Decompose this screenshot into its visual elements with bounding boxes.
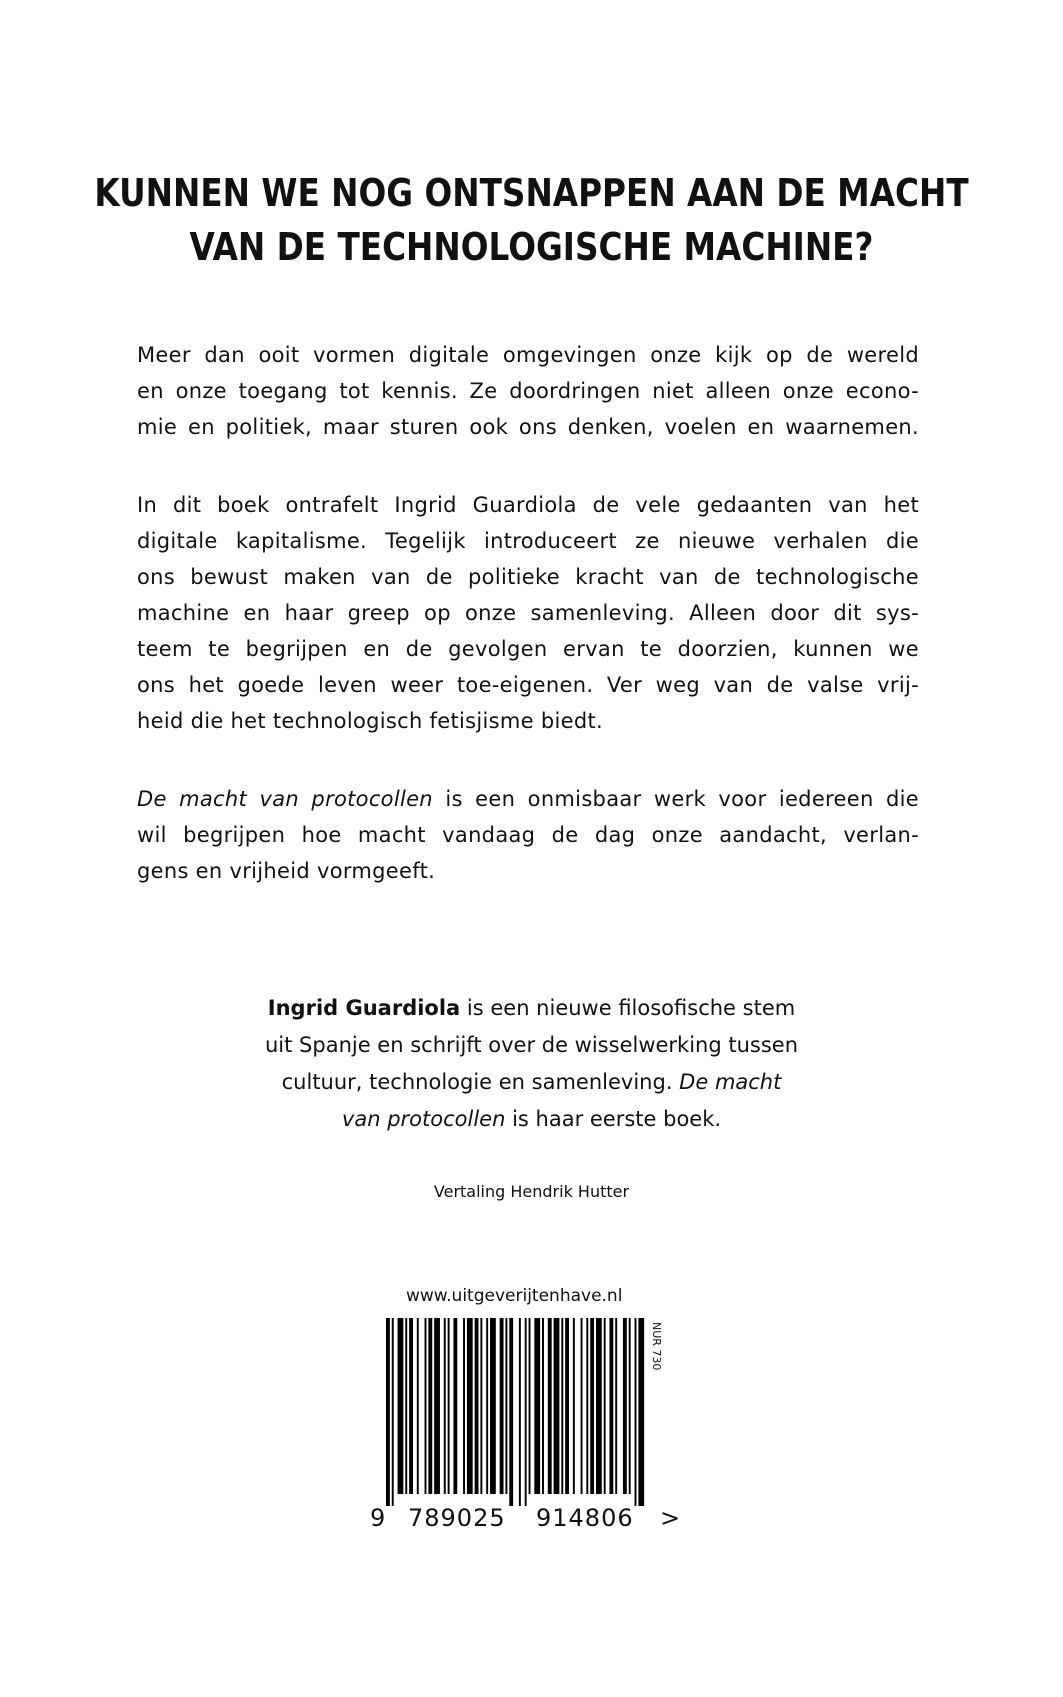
barcode-bar xyxy=(581,1318,583,1494)
barcode-bar xyxy=(629,1318,631,1494)
barcode-bar xyxy=(398,1318,404,1494)
barcode-bar xyxy=(623,1318,627,1494)
barcode-bar xyxy=(453,1318,457,1494)
paragraph-1-line: mie en politiek, maar sturen ook ons denken, voelen en waarnemen. xyxy=(137,415,919,439)
barcode-bar xyxy=(425,1318,427,1494)
barcode-bar xyxy=(604,1318,606,1494)
isbn-number xyxy=(370,1504,682,1532)
barcode-bar xyxy=(475,1318,479,1494)
paragraph-2-line: teem te begrijpen en de gevolgen ervan te doorzien, kunnen we xyxy=(137,637,919,661)
paragraph-1-line: Meer dan ooit vormen digitale omgevingen onze kijk op de wereld xyxy=(137,343,919,367)
book-title-italic: De macht van protocollen xyxy=(137,787,433,811)
barcode-bar xyxy=(565,1318,569,1494)
barcode-bar xyxy=(529,1318,531,1494)
bio-line-3 xyxy=(0,1064,1063,1101)
barcode-bar xyxy=(596,1318,602,1494)
author-name: Ingrid Guardiola xyxy=(267,996,461,1020)
bio-book-title-part-1: De macht xyxy=(679,1070,782,1094)
barcode-bar xyxy=(505,1318,507,1494)
author-bio xyxy=(0,990,1063,1138)
bio-book-title-part-2: van protocollen xyxy=(341,1107,506,1131)
paragraph-2-line: In dit boek ontrafelt Ingrid Guardiola de vele gedaanten van het xyxy=(137,493,919,517)
barcode-bar xyxy=(467,1318,473,1494)
barcode-bar xyxy=(405,1318,407,1494)
barcode-bar xyxy=(434,1318,440,1494)
barcode-bar xyxy=(490,1318,496,1494)
barcode-bar xyxy=(500,1318,504,1494)
paragraph-2-line: ons het goede leven weer toe-eigenen. Ver weg van de valse vrij- xyxy=(137,673,919,697)
paragraph-3-line-1-rest: is een onmisbaar werk voor iedereen die xyxy=(432,787,919,811)
publisher-website[interactable]: www.uitgeverijtenhave.nl xyxy=(406,1286,623,1306)
barcode-bar xyxy=(409,1318,413,1494)
body-text xyxy=(137,337,919,931)
paragraph-3 xyxy=(137,781,919,889)
bio-line-3-start: cultuur, technologie en samenleving. xyxy=(281,1070,680,1094)
isbn-arrow: > xyxy=(660,1504,682,1532)
bio-line-4 xyxy=(0,1101,1063,1138)
barcode-bar xyxy=(615,1318,617,1494)
barcode-bar xyxy=(534,1318,540,1494)
paragraph-1 xyxy=(137,337,919,445)
translator-credit: Vertaling Hendrik Hutter xyxy=(433,1182,630,1201)
isbn-group-1: 789025 xyxy=(408,1504,506,1532)
paragraph-1-line: en onze toegang tot kennis. Ze doordringen niet alleen onze econo- xyxy=(137,379,919,403)
barcode-bar xyxy=(609,1318,613,1494)
barcode-bar xyxy=(428,1318,432,1494)
barcode-bar xyxy=(548,1318,552,1494)
barcode-bar xyxy=(573,1318,575,1494)
paragraph-2-line: heid die het technologisch fetisjisme biedt. xyxy=(137,709,603,733)
barcode-bar xyxy=(486,1318,488,1494)
barcode-icon xyxy=(386,1318,648,1506)
barcode-bar xyxy=(525,1318,527,1506)
paragraph-2-line: digitale kapitalisme. Tegelijk introduceert ze nieuwe verhalen die xyxy=(137,529,919,553)
paragraph-3-line: gens en vrijheid vormgeeft. xyxy=(137,859,436,883)
paragraph-3-line: wil begrijpen hoe macht vandaag de dag onze aandacht, verlan- xyxy=(137,823,919,847)
bio-line-1-rest: is een nieuwe filosofische stem xyxy=(460,996,796,1020)
barcode-bar xyxy=(635,1318,637,1506)
barcode-bar xyxy=(554,1318,560,1494)
isbn-first-digit: 9 xyxy=(370,1504,387,1532)
barcode-bar xyxy=(590,1318,594,1494)
barcode-bar xyxy=(519,1318,521,1506)
barcode-bar xyxy=(586,1318,588,1494)
headline-line-1: KUNNEN WE NOG ONTSNAPPEN AAN DE MACHT xyxy=(94,171,969,215)
bio-line-1 xyxy=(0,990,1063,1027)
paragraph-2-line: ons bewust maken van de politieke kracht van de technologische xyxy=(137,565,919,589)
bio-line-4-rest: is haar eerste boek. xyxy=(505,1107,722,1131)
barcode-bar xyxy=(392,1318,394,1506)
barcode-bar xyxy=(463,1318,465,1494)
barcode-bar xyxy=(561,1318,563,1494)
headline-line-2: VAN DE TECHNOLOGISCHE MACHINE? xyxy=(189,225,874,269)
barcode-bar xyxy=(448,1318,450,1494)
barcode-bar xyxy=(509,1318,513,1506)
barcode-bar xyxy=(417,1318,419,1494)
paragraph-3-line xyxy=(137,781,919,817)
barcode-bar xyxy=(542,1318,544,1494)
isbn-group-2: 914806 xyxy=(536,1504,634,1532)
barcode-bar xyxy=(638,1318,644,1506)
barcode-bar xyxy=(444,1318,446,1494)
barcode-bar xyxy=(386,1318,390,1506)
nur-code: NUR 730 xyxy=(650,1322,663,1371)
barcode-bar xyxy=(480,1318,482,1494)
paragraph-2-line: machine en haar greep op onze samenleving. Alleen door dit sys- xyxy=(137,601,919,625)
paragraph-2 xyxy=(137,487,919,739)
headline xyxy=(74,166,988,274)
bio-line-2: uit Spanje en schrijft over de wisselwerking tussen xyxy=(264,1033,799,1057)
